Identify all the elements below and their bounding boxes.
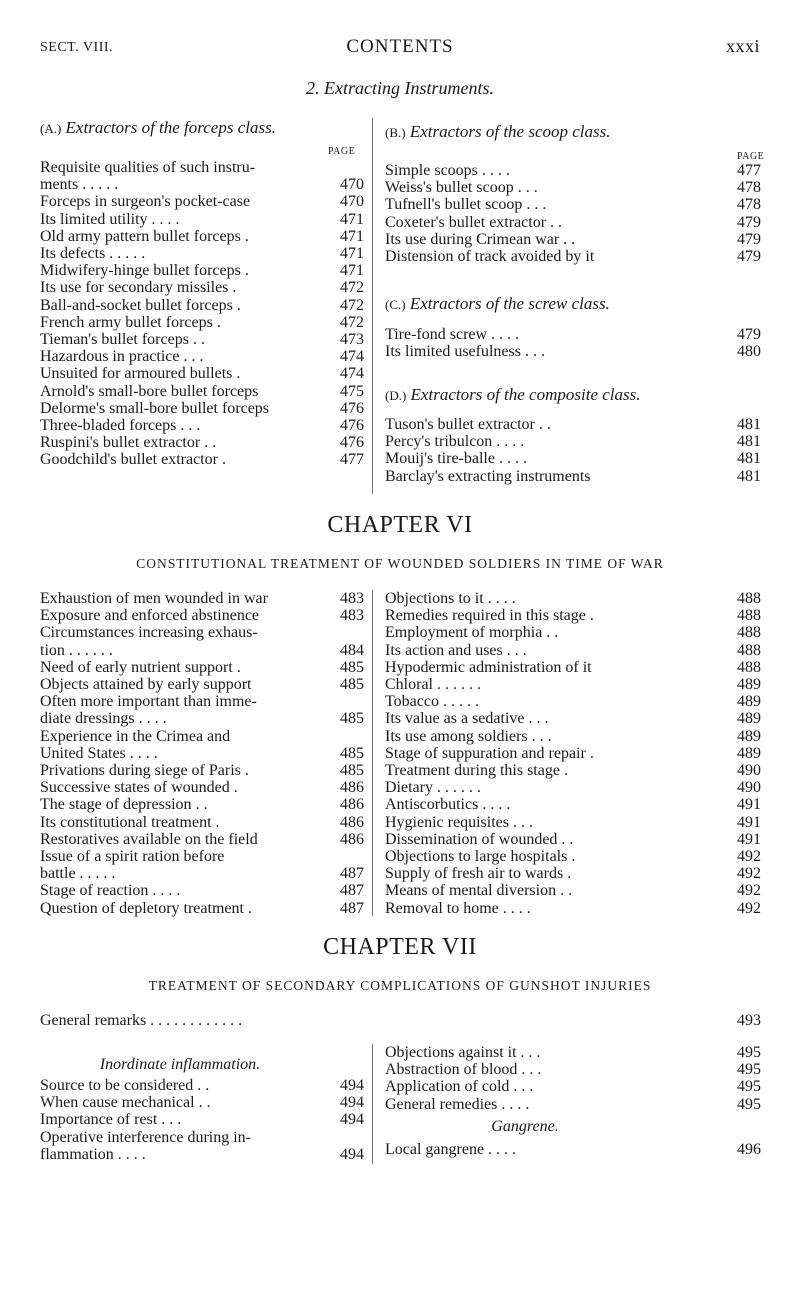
entry-text: Weiss's bullet scoop . . .: [385, 179, 538, 197]
entry-page: 483: [340, 607, 364, 625]
list-item: [385, 710, 761, 727]
entry-text: Tufnell's bullet scoop . . .: [385, 196, 547, 214]
entry-page: 495: [737, 1078, 761, 1096]
entry-text: Objects attained by early support: [40, 676, 252, 694]
entry-page: 485: [340, 658, 364, 676]
list-item: [40, 1094, 364, 1111]
entry-page: 471: [340, 262, 364, 280]
entry-page: 490: [737, 779, 761, 797]
entry-text: Chloral . . . . . .: [385, 676, 481, 694]
chapter-7-right-list-2: [385, 1141, 761, 1158]
list-item: [40, 228, 364, 245]
entry-page: 470: [340, 193, 364, 211]
inflammation-heading: Inordinate inflammation.: [99, 1056, 261, 1073]
entry-text: Mouij's tire-balle . . . .: [385, 450, 527, 468]
entry-page: 471: [340, 245, 364, 263]
entry-text: Midwifery-hinge bullet forceps .: [40, 262, 249, 280]
entry-page: 487: [340, 865, 364, 883]
entry-text: Privations during siege of Paris .: [40, 762, 249, 780]
entry-text: Operative interference during in-: [40, 1128, 252, 1146]
entry-text: General remedies . . . .: [385, 1095, 530, 1113]
page-number: xxxi: [725, 36, 760, 56]
entry-page: 471: [340, 227, 364, 245]
entry-page: 479: [737, 213, 761, 231]
entry-page: 485: [340, 710, 364, 728]
list-item: [40, 451, 364, 468]
list-item: [385, 848, 761, 865]
list-item: [385, 1061, 761, 1078]
list-item: [40, 1129, 364, 1146]
section-c-title: Extractors of the screw class.: [409, 294, 610, 313]
entry-text: Restoratives available on the field: [40, 830, 258, 848]
section-b-letter: (B.): [385, 125, 406, 140]
chapter-6-left-list: [40, 590, 364, 917]
list-item: [40, 693, 364, 710]
entry-text: Its constitutional treatment .: [40, 813, 220, 831]
list-item: [385, 796, 761, 813]
entry-text: Barclay's extracting instruments: [385, 467, 591, 485]
list-item: [40, 176, 364, 193]
entry-page: 471: [340, 210, 364, 228]
chapter-7-subtitle: TREATMENT OF SECONDARY COMPLICATIONS OF GUNSHOT INJURIES: [148, 978, 652, 993]
list-item: [40, 728, 364, 745]
entry-text: flammation . . . .: [40, 1145, 146, 1163]
entry-page: 492: [737, 882, 761, 900]
entry-text: Objections to large hospitals .: [385, 848, 576, 866]
section-header: SECT. VIII.: [40, 40, 114, 55]
list-item: [40, 900, 364, 917]
entry-page: 472: [340, 313, 364, 331]
list-item: [40, 659, 364, 676]
entry-text: diate dressings . . . .: [40, 710, 167, 728]
entry-page: 489: [737, 727, 761, 745]
list-item: [40, 779, 364, 796]
entry-text: Delorme's small-bore bullet forceps: [40, 399, 270, 417]
list-item: [40, 159, 364, 176]
general-remarks-row: [40, 1012, 761, 1029]
entry-text: Objections against it . . .: [385, 1044, 541, 1061]
entry-page: 488: [737, 658, 761, 676]
entry-page: 476: [340, 417, 364, 435]
section-d-list: [385, 416, 761, 485]
entry-page: 489: [737, 676, 761, 694]
entry-page: 476: [340, 434, 364, 452]
entry-page: 479: [737, 230, 761, 248]
entry-text: Means of mental diversion . .: [385, 882, 573, 900]
list-item: [40, 383, 364, 400]
list-item: [40, 762, 364, 779]
list-item: [385, 779, 761, 796]
list-item: [385, 745, 761, 762]
entry-page: 491: [737, 813, 761, 831]
entry-text: Treatment during this stage .: [385, 762, 568, 780]
entry-page: 492: [737, 865, 761, 883]
list-item: [385, 624, 761, 641]
entry-text: Dissemination of wounded . .: [385, 830, 574, 848]
list-item: [40, 642, 364, 659]
list-item: [385, 728, 761, 745]
entry-text: When cause mechanical . .: [40, 1094, 211, 1112]
entry-text: Tobacco . . . . .: [385, 693, 479, 711]
entry-page: 476: [340, 399, 364, 417]
list-item: [385, 468, 761, 485]
section-d-letter: (D.): [385, 388, 407, 403]
entry-text: battle . . . . .: [40, 865, 116, 883]
section-b-list: [385, 162, 761, 265]
list-item: [40, 314, 364, 331]
entry-text: Abstraction of blood . . .: [385, 1061, 542, 1079]
list-item: [385, 326, 761, 343]
entry-page: 474: [340, 348, 364, 366]
entry-text: Distension of track avoided by it: [385, 248, 595, 266]
list-item: [40, 710, 364, 727]
section-d-title: Extractors of the composite class.: [410, 385, 641, 404]
entry-page: 488: [737, 607, 761, 625]
section-b-heading: [385, 122, 611, 142]
section-c-letter: (C.): [385, 297, 406, 312]
entry-text: Ruspini's bullet extractor . .: [40, 434, 217, 452]
chapter-6-subtitle: CONSTITUTIONAL TREATMENT OF WOUNDED SOLDIERS IN TIME OF WAR: [136, 556, 664, 571]
column-divider: [372, 590, 373, 916]
section-a-list: [40, 159, 364, 469]
entry-page: 480: [737, 343, 761, 361]
entry-text: Tire-fond screw . . . .: [385, 326, 520, 343]
list-item: [40, 348, 364, 365]
entry-text: Arnold's small-bore bullet forceps: [40, 382, 259, 400]
entry-page: 496: [737, 1141, 761, 1158]
entry-text: Often more important than imme-: [40, 693, 257, 711]
list-item: [40, 865, 364, 882]
chapter-6-right-list: [385, 590, 761, 917]
list-item: [40, 262, 364, 279]
list-item: [385, 1044, 761, 1061]
list-item: [40, 1012, 761, 1029]
entry-text: Its use for secondary missiles .: [40, 279, 237, 297]
entry-page: 486: [340, 779, 364, 797]
list-item: [40, 245, 364, 262]
list-item: [40, 297, 364, 314]
entry-text: Coxeter's bullet extractor . .: [385, 213, 563, 231]
contents-subtitle: 2. Extracting Instruments.: [306, 78, 494, 98]
entry-text: Simple scoops . . . .: [385, 162, 510, 179]
entry-page: 491: [737, 830, 761, 848]
list-item: [40, 1146, 364, 1163]
list-item: [385, 231, 761, 248]
entry-page: 473: [340, 331, 364, 349]
entry-text: Employment of morphia . .: [385, 624, 559, 642]
entry-text: Three-bladed forceps . . .: [40, 417, 201, 435]
chapter-6-title: CHAPTER VI: [327, 512, 473, 538]
list-item: [385, 343, 761, 360]
entry-text: Unsuited for armoured bullets .: [40, 365, 241, 383]
list-item: [385, 831, 761, 848]
list-item: [385, 693, 761, 710]
entry-page: 492: [737, 899, 761, 917]
entry-text: Circumstances increasing exhaus-: [40, 624, 258, 642]
entry-page: 494: [340, 1145, 364, 1163]
entry-page: 485: [340, 762, 364, 780]
list-item: [385, 433, 761, 450]
section-a-page-label: PAGE: [328, 146, 356, 157]
entry-text: Hazardous in practice . . .: [40, 348, 204, 366]
entry-text: Exposure and enforced abstinence: [40, 607, 260, 625]
list-item: [40, 279, 364, 296]
entry-text: Supply of fresh air to wards .: [385, 865, 572, 883]
entry-page: 495: [737, 1095, 761, 1113]
entry-page: 478: [737, 196, 761, 214]
entry-text: Hygienic requisites . . .: [385, 813, 533, 831]
entry-text: Need of early nutrient support .: [40, 658, 241, 676]
entry-text: Issue of a spirit ration before: [40, 848, 225, 866]
list-item: [385, 900, 761, 917]
entry-page: 494: [340, 1077, 364, 1094]
entry-text: Goodchild's bullet extractor .: [40, 451, 226, 469]
entry-page: 474: [340, 365, 364, 383]
list-item: [385, 248, 761, 265]
entry-page: 472: [340, 296, 364, 314]
entry-page: 481: [737, 450, 761, 468]
list-item: [40, 676, 364, 693]
entry-text: Stage of suppuration and repair .: [385, 744, 594, 762]
list-item: [385, 214, 761, 231]
entry-page: 485: [340, 744, 364, 762]
entry-page: 488: [737, 641, 761, 659]
column-divider: [372, 1044, 373, 1164]
entry-page: 488: [737, 624, 761, 642]
entry-text: Question of depletory treatment .: [40, 899, 252, 917]
entry-text: French army bullet forceps .: [40, 313, 221, 331]
list-item: [40, 417, 364, 434]
list-item: [385, 179, 761, 196]
list-item: [385, 450, 761, 467]
section-a-title: Extractors of the forceps class.: [65, 118, 276, 137]
list-item: [40, 882, 364, 899]
entry-page: 486: [340, 813, 364, 831]
list-item: [385, 607, 761, 624]
entry-text: Old army pattern bullet forceps .: [40, 227, 249, 245]
page-title: CONTENTS: [346, 36, 454, 57]
list-item: [385, 162, 761, 179]
list-item: [40, 434, 364, 451]
chapter-7-left-list: [40, 1077, 364, 1163]
entry-page: 477: [340, 451, 364, 469]
list-item: [385, 196, 761, 213]
entry-text: Source to be considered . .: [40, 1077, 210, 1094]
entry-page: 489: [737, 744, 761, 762]
section-c-heading: [385, 294, 610, 314]
entry-page: 491: [737, 796, 761, 814]
entry-text: Forceps in surgeon's pocket-case: [40, 193, 251, 211]
entry-page: 494: [340, 1111, 364, 1129]
list-item: [40, 745, 364, 762]
entry-text: tion . . . . . .: [40, 641, 113, 659]
entry-page: 489: [737, 710, 761, 728]
entry-page: 493: [737, 1012, 761, 1029]
entry-text: Hypodermic administration of it: [385, 658, 592, 676]
list-item: [40, 1111, 364, 1128]
entry-page: 475: [340, 382, 364, 400]
list-item: [40, 365, 364, 382]
list-item: [40, 1077, 364, 1094]
entry-text: Stage of reaction . . . .: [40, 882, 181, 900]
entry-text: Ball-and-socket bullet forceps .: [40, 296, 241, 314]
list-item: [385, 1096, 761, 1113]
list-item: [40, 193, 364, 210]
section-b-page-label: PAGE: [737, 151, 765, 162]
entry-page: 486: [340, 830, 364, 848]
section-a-letter: (A.): [40, 121, 62, 136]
entry-page: 486: [340, 796, 364, 814]
entry-page: 488: [737, 590, 761, 607]
entry-page: 487: [340, 899, 364, 917]
entry-page: 477: [737, 162, 761, 179]
entry-text: Objections to it . . . .: [385, 590, 516, 607]
entry-text: Its use among soldiers . . .: [385, 727, 552, 745]
entry-text: Dietary . . . . . .: [385, 779, 481, 797]
entry-text: Percy's tribulcon . . . .: [385, 433, 525, 451]
entry-page: 478: [737, 179, 761, 197]
section-c-list: [385, 326, 761, 360]
entry-page: 490: [737, 762, 761, 780]
entry-text: Local gangrene . . . .: [385, 1141, 517, 1158]
entry-text: Its limited utility . . . .: [40, 210, 180, 228]
list-item: [40, 400, 364, 417]
chapter-7-title: CHAPTER VII: [323, 934, 477, 960]
entry-page: 472: [340, 279, 364, 297]
list-item: [385, 659, 761, 676]
entry-page: 479: [737, 248, 761, 266]
entry-text: Antiscorbutics . . . .: [385, 796, 511, 814]
list-item: [385, 865, 761, 882]
list-item: [385, 676, 761, 693]
entry-text: ments . . . . .: [40, 176, 119, 194]
section-b-title: Extractors of the scoop class.: [409, 122, 611, 141]
entry-text: Successive states of wounded .: [40, 779, 238, 797]
list-item: [385, 814, 761, 831]
chapter-7-right-list: [385, 1044, 761, 1113]
entry-text: Application of cold . . .: [385, 1078, 534, 1096]
entry-text: Requisite qualities of such instru-: [40, 159, 256, 176]
list-item: [385, 1141, 761, 1158]
entry-page: 495: [737, 1044, 761, 1061]
entry-page: 470: [340, 176, 364, 194]
list-item: [385, 642, 761, 659]
entry-text: Its limited usefulness . . .: [385, 343, 545, 361]
list-item: [40, 814, 364, 831]
entry-text: Experience in the Crimea and: [40, 727, 231, 745]
entry-text: Exhaustion of men wounded in war: [40, 590, 268, 607]
entry-text: Tieman's bullet forceps . .: [40, 331, 205, 349]
entry-text: Importance of rest . . .: [40, 1111, 182, 1129]
entry-page: 495: [737, 1061, 761, 1079]
list-item: [40, 831, 364, 848]
list-item: [40, 848, 364, 865]
entry-text: Tuson's bullet extractor . .: [385, 416, 551, 433]
list-item: [40, 607, 364, 624]
list-item: [385, 762, 761, 779]
gangrene-heading: Gangrene.: [491, 1118, 559, 1135]
list-item: [40, 331, 364, 348]
list-item: [40, 796, 364, 813]
entry-page: 479: [737, 326, 761, 343]
entry-page: 485: [340, 676, 364, 694]
section-a-heading: [40, 118, 276, 138]
section-d-heading: [385, 385, 641, 405]
entry-text: Remedies required in this stage .: [385, 607, 594, 625]
entry-text: The stage of depression . .: [40, 796, 208, 814]
list-item: [40, 211, 364, 228]
entry-text: Its action and uses . . .: [385, 641, 527, 659]
entry-page: 494: [340, 1094, 364, 1112]
entry-page: 481: [737, 416, 761, 433]
entry-text: Its use during Crimean war . .: [385, 230, 576, 248]
entry-text: Its defects . . . . .: [40, 245, 146, 263]
entry-text: Removal to home . . . .: [385, 899, 531, 917]
entry-page: 492: [737, 848, 761, 866]
entry-page: 483: [340, 590, 364, 607]
entry-page: 484: [340, 641, 364, 659]
entry-text: Its value as a sedative . . .: [385, 710, 549, 728]
entry-page: 489: [737, 693, 761, 711]
entry-page: 481: [737, 467, 761, 485]
entry-text: General remarks . . . . . . . . . . . .: [40, 1012, 243, 1029]
list-item: [385, 590, 761, 607]
entry-page: 481: [737, 433, 761, 451]
list-item: [385, 416, 761, 433]
entry-page: 487: [340, 882, 364, 900]
list-item: [385, 1078, 761, 1095]
column-divider: [372, 118, 373, 494]
list-item: [385, 882, 761, 899]
list-item: [40, 590, 364, 607]
entry-text: United States . . . .: [40, 744, 158, 762]
list-item: [40, 624, 364, 641]
